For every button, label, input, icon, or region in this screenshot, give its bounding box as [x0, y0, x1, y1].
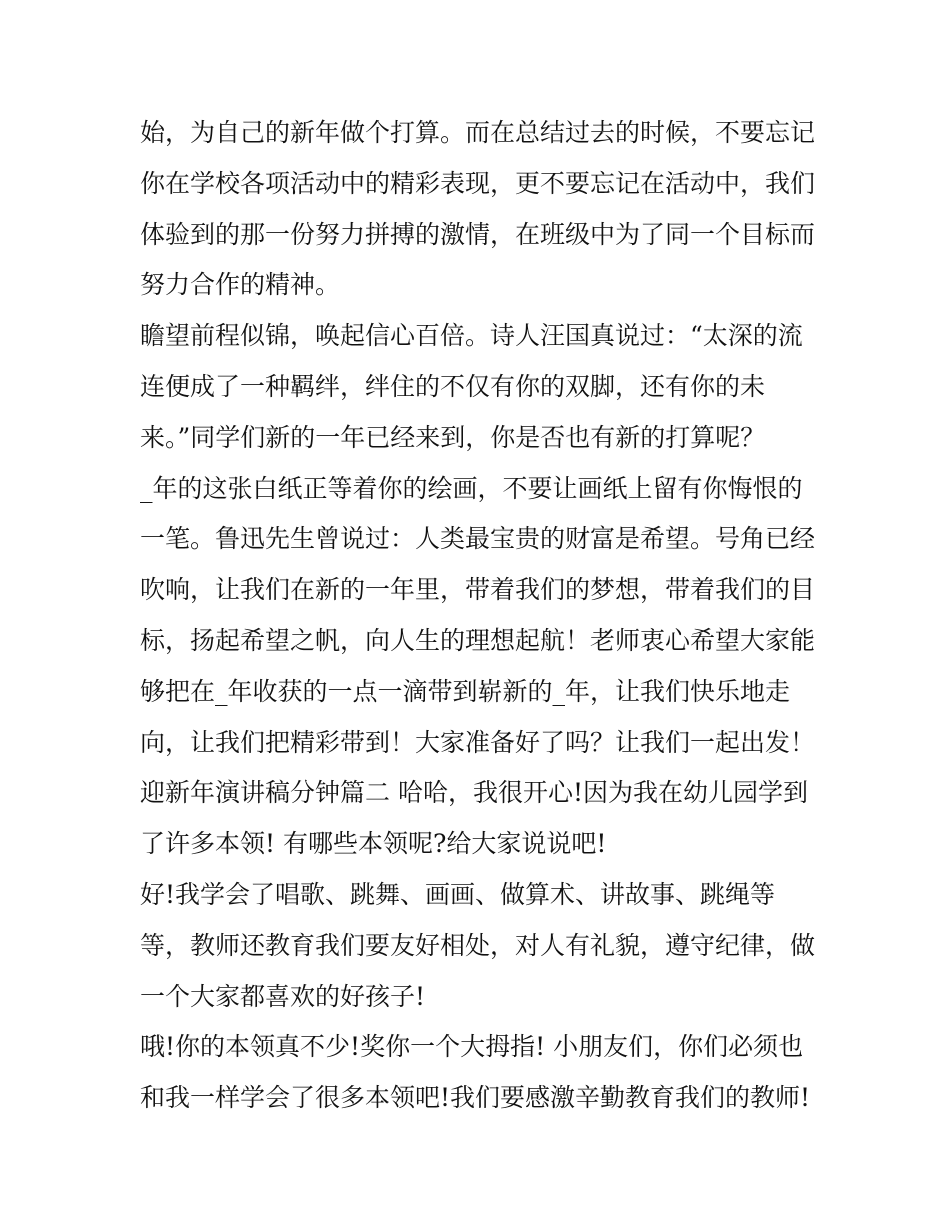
- text-line: 体验到的那一份努力拼搏的激情，在班级中为了同一个目标而: [140, 219, 816, 249]
- text-line: 一笔。鲁迅先生曾说过：人类最宝贵的财富是希望。号角已经: [140, 524, 816, 554]
- text-line: 好!我学会了唱歌、跳舞、画画、做算术、讲故事、跳绳等: [140, 879, 776, 909]
- text-line: 等，教师还教育我们要友好相处，对人有礼貌，遵守纪律，做: [140, 930, 816, 960]
- text-line: 你在学校各项活动中的精彩表现，更不要忘记在活动中，我们: [140, 168, 816, 198]
- text-line: 瞻望前程似锦，唤起信心百倍。诗人汪国真说过：“太深的流: [140, 321, 803, 351]
- text-line: 始，为自己的新年做个打算。而在总结过去的时候，不要忘记: [140, 118, 816, 147]
- text-line: 了许多本领! 有哪些本领呢?给大家说说吧!: [140, 829, 607, 859]
- text-line: 哦!你的本领真不少!奖你一个大拇指! 小朋友们，你们必须也: [140, 1032, 804, 1062]
- text-line: 吹响，让我们在新的一年里，带着我们的梦想，带着我们的目: [140, 575, 816, 605]
- text-line: 够把在_年收获的一点一滴带到崭新的_年，让我们快乐地走: [140, 676, 791, 706]
- document-body: [140, 108, 820, 1124]
- text-line: 连便成了一种羁绊，绊住的不仅有你的双脚，还有你的未: [140, 371, 766, 401]
- text-line: 努力合作的精神。: [140, 270, 341, 300]
- text-line: 迎新年演讲稿分钟篇二 哈哈，我很开心!因为我在幼儿园学到: [140, 778, 808, 808]
- text-line: 一个大家都喜欢的好孩子!: [140, 981, 426, 1011]
- text-line: _年的这张白纸正等着你的绘画，不要让画纸上留有你悔恨的: [140, 473, 803, 503]
- text-line: 向，让我们把精彩带到！大家准备好了吗？让我们一起出发！: [140, 727, 816, 757]
- text-line: 和我一样学会了很多本领吧!我们要感激辛勤教育我们的教师!: [140, 1083, 811, 1113]
- text-line: 标，扬起希望之帆，向人生的理想起航！老师衷心希望大家能: [140, 625, 816, 655]
- text-line: 来。”同学们新的一年已经来到，你是否也有新的打算呢？: [140, 422, 766, 452]
